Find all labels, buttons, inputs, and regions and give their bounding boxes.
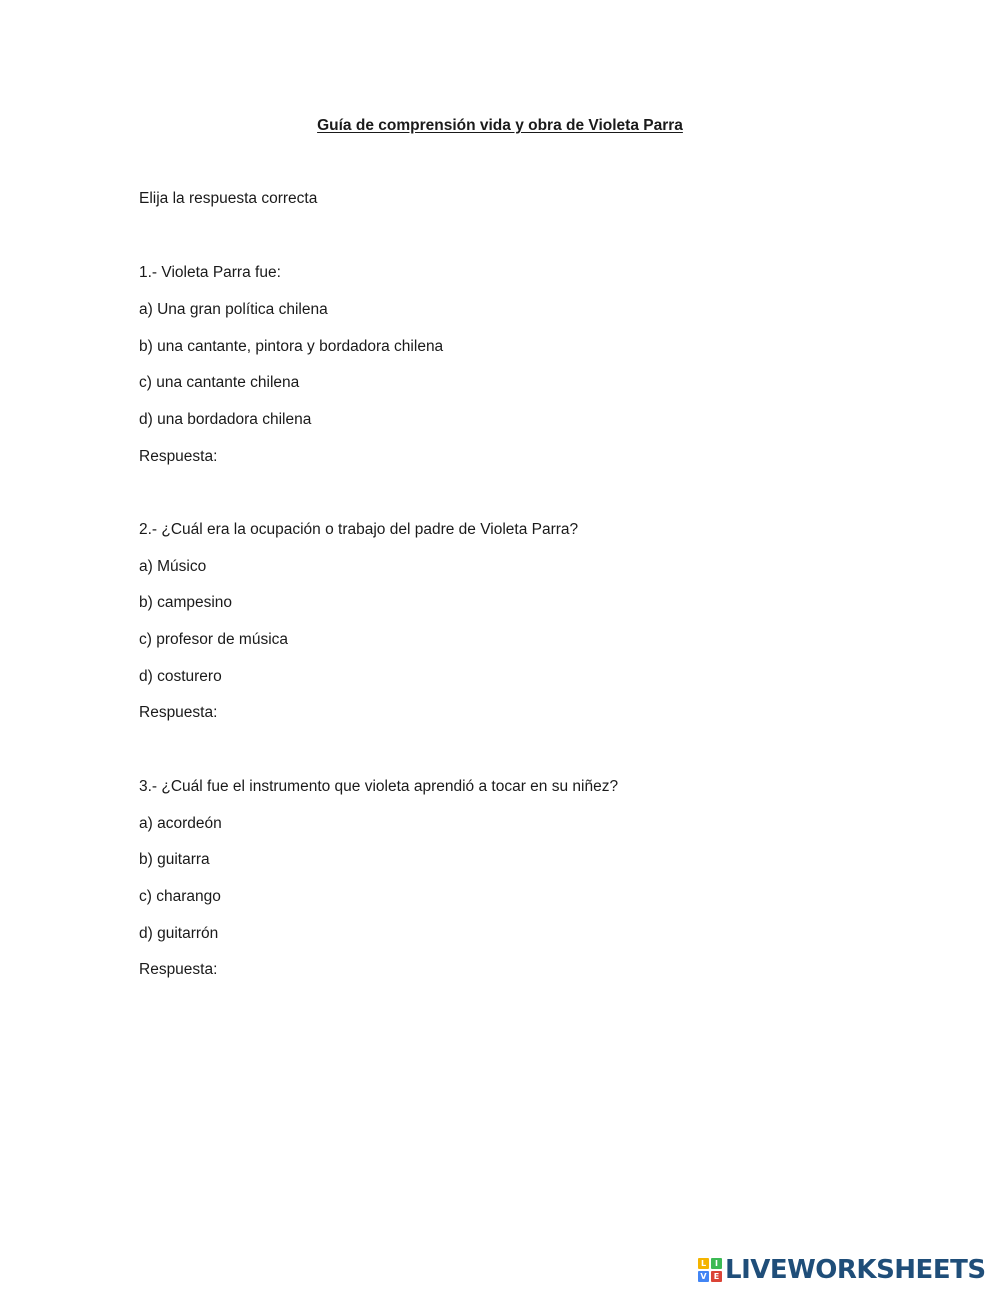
logo-blocks-icon [698, 1258, 722, 1282]
option-b: b) guitarra [139, 851, 210, 868]
option-b: b) una cantante, pintora y bordadora chilena [139, 338, 444, 355]
option-d: d) una bordadora chilena [139, 411, 312, 428]
instruction-text: Elija la respuesta correcta [139, 190, 318, 207]
option-c: c) una cantante chilena [139, 374, 300, 391]
option-a: a) Músico [139, 558, 207, 575]
option-d: d) costurero [139, 668, 222, 685]
question-prompt: 2.- ¿Cuál era la ocupación o trabajo del padre de Violeta Parra? [139, 521, 579, 538]
option-c: c) profesor de música [139, 631, 289, 648]
answer-field[interactable]: Respuesta: [139, 448, 218, 465]
page-title: Guía de comprensión vida y obra de Violeta Parra [317, 117, 683, 134]
answer-field[interactable]: Respuesta: [139, 961, 218, 978]
option-b: b) campesino [139, 594, 233, 611]
option-d: d) guitarrón [139, 925, 219, 942]
logo-block: E [711, 1271, 722, 1282]
logo-block: I [711, 1258, 722, 1269]
question-prompt: 1.- Violeta Parra fue: [139, 264, 281, 281]
option-a: a) Una gran política chilena [139, 301, 328, 318]
logo-block: L [698, 1258, 709, 1269]
answer-field[interactable]: Respuesta: [139, 704, 218, 721]
question-prompt: 3.- ¿Cuál fue el instrumento que violeta aprendió a tocar en su niñez? [139, 778, 619, 795]
liveworksheets-logo [698, 1256, 986, 1284]
option-c: c) charango [139, 888, 221, 905]
logo-block: V [698, 1271, 709, 1282]
option-a: a) acordeón [139, 815, 222, 832]
logo-text: LIVEWORKSHEETS [725, 1255, 986, 1285]
